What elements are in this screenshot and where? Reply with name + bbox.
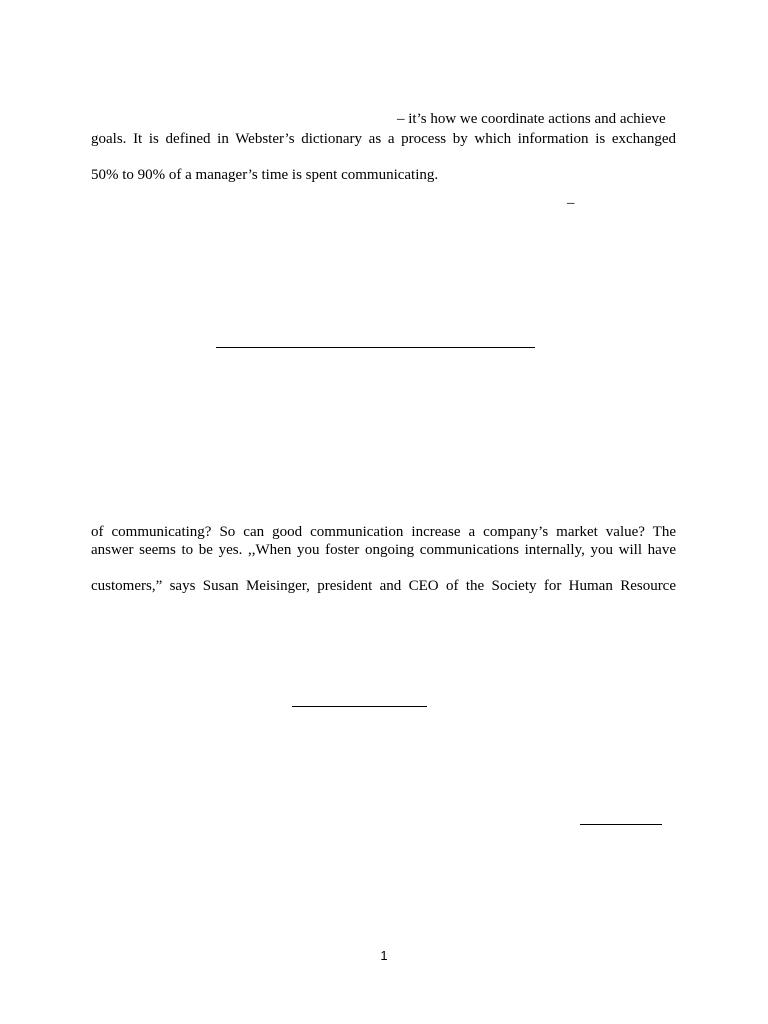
text-line-6: answer seems to be yes. ,,When you foster ongoing communications internally, you will have (91, 542, 676, 558)
underline-rule-2 (292, 706, 427, 707)
text-line-7: customers,” says Susan Meisinger, president and CEO of the Society for Human Resource (91, 578, 676, 594)
text-line-5: of communicating? So can good communication increase a company’s market value? The (91, 524, 676, 540)
page-number: 1 (380, 948, 388, 963)
text-line-3: 50% to 90% of a manager’s time is spent communicating. (91, 167, 439, 183)
text-line-2: goals. It is defined in Webster’s dictionary as a process by which information is exchanged (91, 131, 676, 147)
underline-rule-1 (216, 347, 535, 348)
underline-rule-3 (580, 824, 662, 825)
text-line-4: – (567, 195, 575, 211)
text-line-1: – it’s how we coordinate actions and achieve (397, 111, 666, 127)
